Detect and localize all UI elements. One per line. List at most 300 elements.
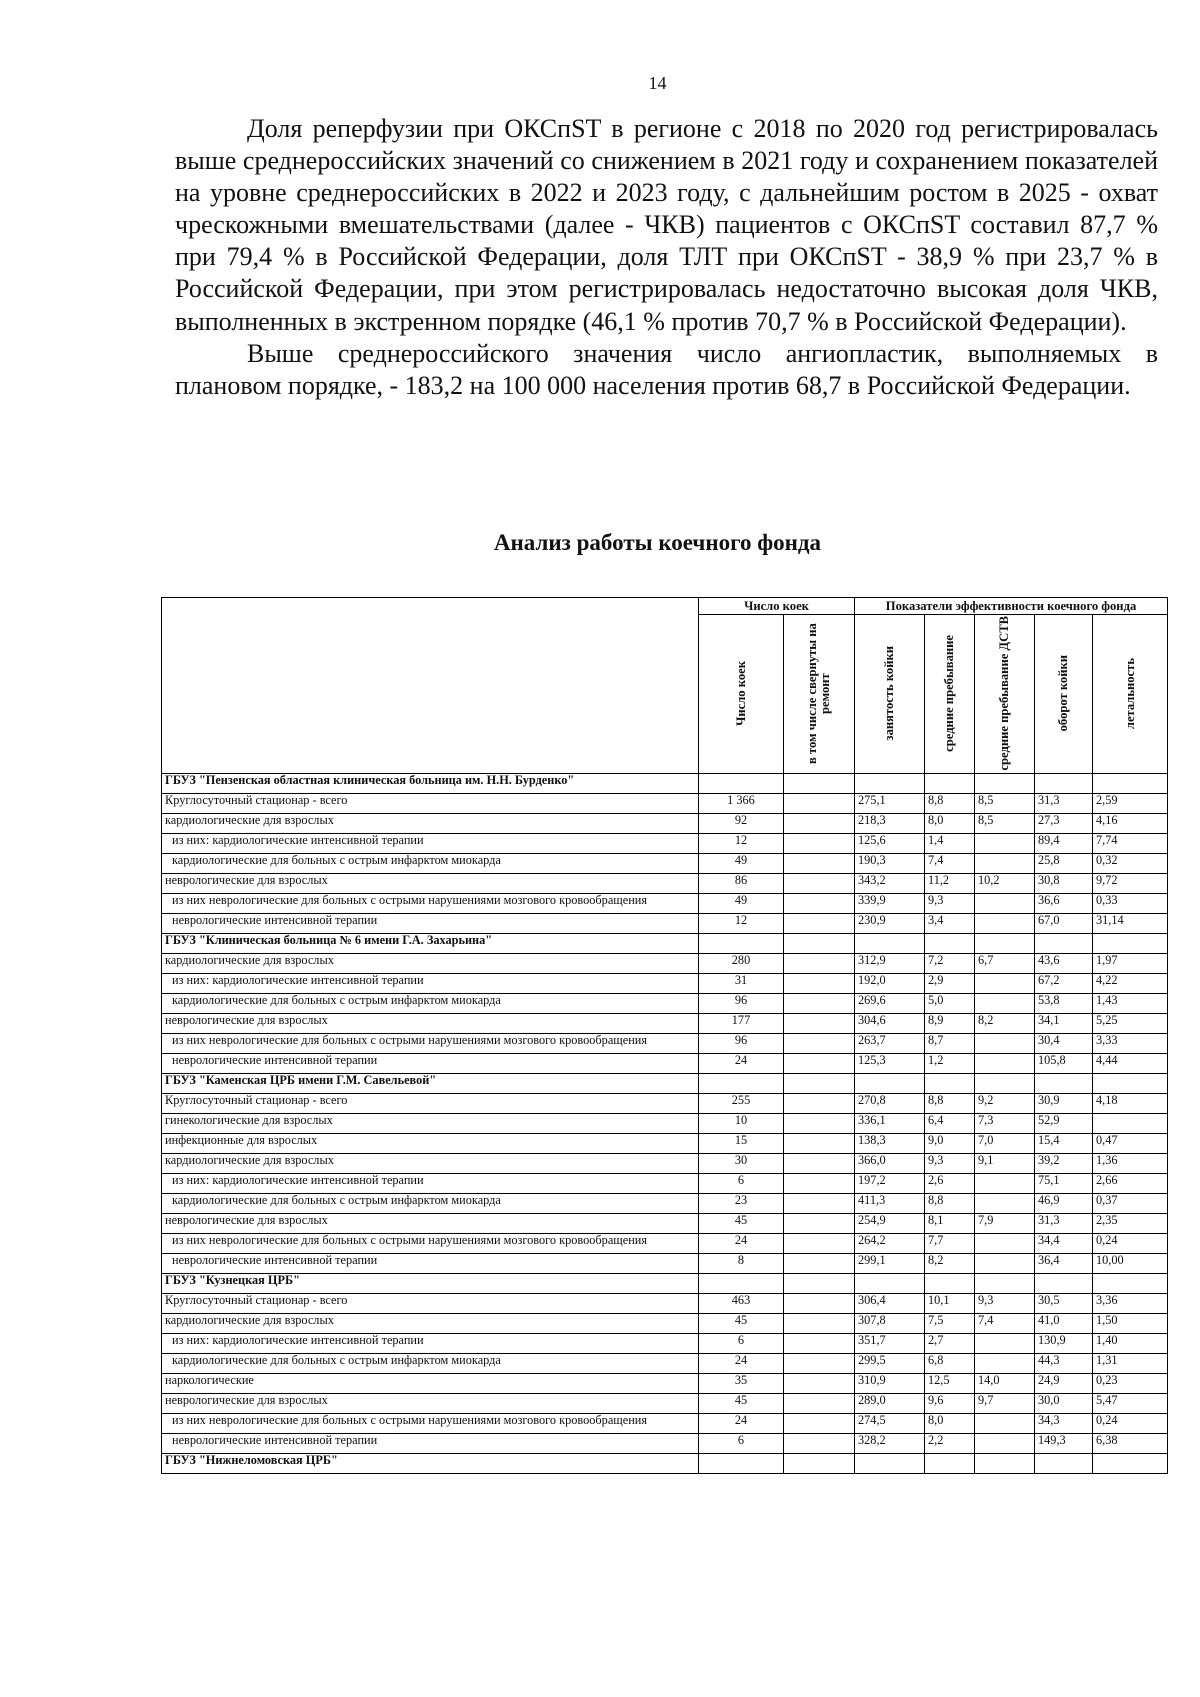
mortality-cell: 10,00 <box>1093 1253 1168 1273</box>
beds-cell: 8 <box>699 1253 784 1273</box>
organization-row <box>162 1073 1168 1093</box>
avg-stay-cell: 8,0 <box>925 813 975 833</box>
avg-stay-dstv-cell <box>975 853 1035 873</box>
col-header-occupancy: занятость койки <box>855 614 925 773</box>
repair-cell <box>784 813 855 833</box>
row-label: кардиологические для больных с острым инфарктом миокарда <box>162 853 699 873</box>
avg-stay-cell: 8,9 <box>925 1013 975 1033</box>
avg-stay-cell: 7,2 <box>925 953 975 973</box>
row-label: кардиологические для больных с острым инфарктом миокарда <box>162 1193 699 1213</box>
beds-cell: 86 <box>699 873 784 893</box>
occupancy-cell: 306,4 <box>855 1293 925 1313</box>
col-header-turnover: оборот койки <box>1035 614 1093 773</box>
row-label: Круглосуточный стационар - всего <box>162 793 699 813</box>
beds-cell <box>699 773 784 793</box>
row-label: из них: кардиологические интенсивной терапии <box>162 973 699 993</box>
beds-cell: 23 <box>699 1193 784 1213</box>
avg-stay-cell: 9,3 <box>925 893 975 913</box>
repair-cell <box>784 1393 855 1413</box>
mortality-cell: 1,97 <box>1093 953 1168 973</box>
mortality-cell <box>1093 1453 1168 1473</box>
repair-cell <box>784 1293 855 1313</box>
avg-stay-cell: 12,5 <box>925 1373 975 1393</box>
occupancy-cell: 312,9 <box>855 953 925 973</box>
organization-row <box>162 1453 1168 1473</box>
avg-stay-dstv-cell: 9,7 <box>975 1393 1035 1413</box>
mortality-cell: 2,59 <box>1093 793 1168 813</box>
turnover-cell: 67,0 <box>1035 913 1093 933</box>
avg-stay-cell: 1,2 <box>925 1053 975 1073</box>
occupancy-cell: 263,7 <box>855 1033 925 1053</box>
table-row <box>162 993 1168 1013</box>
mortality-cell: 4,18 <box>1093 1093 1168 1113</box>
bed-fund-table <box>161 597 1168 1474</box>
row-label: Круглосуточный стационар - всего <box>162 1293 699 1313</box>
turnover-cell: 31,3 <box>1035 793 1093 813</box>
avg-stay-dstv-cell <box>975 893 1035 913</box>
row-label: кардиологические для больных с острым инфарктом миокарда <box>162 1353 699 1373</box>
avg-stay-dstv-cell: 9,2 <box>975 1093 1035 1113</box>
avg-stay-dstv-cell: 7,0 <box>975 1133 1035 1153</box>
occupancy-cell <box>855 1073 925 1093</box>
row-label: из них неврологические для больных с острыми нарушениями мозгового кровообращения <box>162 1033 699 1053</box>
turnover-cell: 34,4 <box>1035 1233 1093 1253</box>
turnover-cell <box>1035 773 1093 793</box>
mortality-cell: 2,66 <box>1093 1173 1168 1193</box>
row-label: неврологические для взрослых <box>162 1393 699 1413</box>
occupancy-cell: 190,3 <box>855 853 925 873</box>
occupancy-cell: 254,9 <box>855 1213 925 1233</box>
table-row <box>162 1173 1168 1193</box>
repair-cell <box>784 873 855 893</box>
mortality-cell: 1,36 <box>1093 1153 1168 1173</box>
organization-row <box>162 1273 1168 1293</box>
occupancy-cell: 274,5 <box>855 1413 925 1433</box>
beds-cell: 35 <box>699 1373 784 1393</box>
body-text <box>175 113 1158 402</box>
mortality-cell <box>1093 773 1168 793</box>
table-row <box>162 1253 1168 1273</box>
turnover-cell: 34,3 <box>1035 1413 1093 1433</box>
table-row <box>162 1113 1168 1133</box>
avg-stay-dstv-cell: 8,5 <box>975 813 1035 833</box>
beds-cell: 463 <box>699 1293 784 1313</box>
beds-cell: 24 <box>699 1053 784 1073</box>
table-row <box>162 973 1168 993</box>
avg-stay-dstv-cell <box>975 1353 1035 1373</box>
avg-stay-dstv-cell <box>975 1053 1035 1073</box>
repair-cell <box>784 1013 855 1033</box>
repair-cell <box>784 993 855 1013</box>
row-label: кардиологические для больных с острым инфарктом миокарда <box>162 993 699 1013</box>
row-label: из них: кардиологические интенсивной терапии <box>162 1333 699 1353</box>
row-label: из них неврологические для больных с острыми нарушениями мозгового кровообращения <box>162 1233 699 1253</box>
avg-stay-cell: 2,6 <box>925 1173 975 1193</box>
mortality-cell: 0,32 <box>1093 853 1168 873</box>
occupancy-cell: 304,6 <box>855 1013 925 1033</box>
avg-stay-cell: 6,4 <box>925 1113 975 1133</box>
beds-cell: 6 <box>699 1333 784 1353</box>
occupancy-cell <box>855 933 925 953</box>
row-label: кардиологические для взрослых <box>162 1153 699 1173</box>
beds-cell: 24 <box>699 1353 784 1373</box>
mortality-cell: 1,43 <box>1093 993 1168 1013</box>
turnover-cell: 44,3 <box>1035 1353 1093 1373</box>
row-label: неврологические интенсивной терапии <box>162 913 699 933</box>
avg-stay-dstv-cell <box>975 833 1035 853</box>
table-row <box>162 873 1168 893</box>
table-row <box>162 1353 1168 1373</box>
avg-stay-dstv-cell <box>975 973 1035 993</box>
organization-row <box>162 933 1168 953</box>
col-header-avg-stay-dstv: средние пребывание ДСТВ <box>975 614 1035 773</box>
avg-stay-dstv-cell <box>975 1073 1035 1093</box>
mortality-cell: 0,24 <box>1093 1233 1168 1253</box>
organization-name: ГБУЗ "Клиническая больница № 6 имени Г.А. Захарьина" <box>162 933 699 953</box>
table-row <box>162 1433 1168 1453</box>
section-title: Анализ работы коечного фонда <box>493 530 822 555</box>
occupancy-cell: 218,3 <box>855 813 925 833</box>
mortality-cell: 4,44 <box>1093 1053 1168 1073</box>
beds-cell: 15 <box>699 1133 784 1153</box>
table-row <box>162 1313 1168 1333</box>
row-label: из них неврологические для больных с острыми нарушениями мозгового кровообращения <box>162 1413 699 1433</box>
occupancy-cell: 307,8 <box>855 1313 925 1333</box>
mortality-cell: 3,36 <box>1093 1293 1168 1313</box>
avg-stay-cell: 6,8 <box>925 1353 975 1373</box>
col-header-beds: Число коек <box>699 614 784 773</box>
turnover-cell: 89,4 <box>1035 833 1093 853</box>
header-group-efficiency: Показатели эффективности коечного фонда <box>855 598 1168 615</box>
col-header-mortality: летальность <box>1093 614 1168 773</box>
avg-stay-dstv-cell: 14,0 <box>975 1373 1035 1393</box>
avg-stay-cell <box>925 1073 975 1093</box>
beds-cell: 12 <box>699 833 784 853</box>
avg-stay-dstv-cell: 7,9 <box>975 1213 1035 1233</box>
row-label: Круглосуточный стационар - всего <box>162 1093 699 1113</box>
turnover-cell: 30,5 <box>1035 1293 1093 1313</box>
turnover-cell: 34,1 <box>1035 1013 1093 1033</box>
table-row <box>162 853 1168 873</box>
mortality-cell: 2,35 <box>1093 1213 1168 1233</box>
avg-stay-cell: 11,2 <box>925 873 975 893</box>
mortality-cell: 0,33 <box>1093 893 1168 913</box>
row-label: кардиологические для взрослых <box>162 1313 699 1333</box>
repair-cell <box>784 1213 855 1233</box>
occupancy-cell: 339,9 <box>855 893 925 913</box>
avg-stay-cell <box>925 933 975 953</box>
occupancy-cell <box>855 773 925 793</box>
beds-cell: 45 <box>699 1213 784 1233</box>
turnover-cell: 36,6 <box>1035 893 1093 913</box>
header-group-beds: Число коек <box>699 598 855 615</box>
occupancy-cell: 138,3 <box>855 1133 925 1153</box>
avg-stay-cell: 9,6 <box>925 1393 975 1413</box>
occupancy-cell: 230,9 <box>855 913 925 933</box>
occupancy-cell: 310,9 <box>855 1373 925 1393</box>
mortality-cell <box>1093 933 1168 953</box>
row-label: из них: кардиологические интенсивной терапии <box>162 1173 699 1193</box>
mortality-cell: 4,16 <box>1093 813 1168 833</box>
organization-row <box>162 773 1168 793</box>
turnover-cell <box>1035 1073 1093 1093</box>
row-label: наркологические <box>162 1373 699 1393</box>
beds-cell <box>699 1073 784 1093</box>
avg-stay-dstv-cell: 8,2 <box>975 1013 1035 1033</box>
repair-cell <box>784 1433 855 1453</box>
table-row <box>162 813 1168 833</box>
organization-name: ГБУЗ "Кузнецкая ЦРБ" <box>162 1273 699 1293</box>
turnover-cell: 149,3 <box>1035 1433 1093 1453</box>
repair-cell <box>784 1253 855 1273</box>
mortality-cell: 1,40 <box>1093 1333 1168 1353</box>
row-label: из них неврологические для больных с острыми нарушениями мозгового кровообращения <box>162 893 699 913</box>
occupancy-cell: 197,2 <box>855 1173 925 1193</box>
repair-cell <box>784 1273 855 1293</box>
row-label: неврологические для взрослых <box>162 873 699 893</box>
avg-stay-cell: 8,8 <box>925 793 975 813</box>
turnover-cell: 53,8 <box>1035 993 1093 1013</box>
beds-cell <box>699 1273 784 1293</box>
repair-cell <box>784 1153 855 1173</box>
occupancy-cell: 299,5 <box>855 1353 925 1373</box>
turnover-cell <box>1035 933 1093 953</box>
mortality-cell: 0,24 <box>1093 1413 1168 1433</box>
row-label: неврологические для взрослых <box>162 1213 699 1233</box>
paragraph-angioplasty: Выше среднероссийского значения число ангиопластик, выполняемых в плановом порядке, - 183,2 на 100 000 населения против 68,7 в Российской Федерации. <box>175 338 1158 400</box>
turnover-cell: 31,3 <box>1035 1213 1093 1233</box>
turnover-cell: 39,2 <box>1035 1153 1093 1173</box>
repair-cell <box>784 953 855 973</box>
table-row <box>162 1133 1168 1153</box>
beds-cell: 1 366 <box>699 793 784 813</box>
organization-name: ГБУЗ "Каменская ЦРБ имени Г.М. Савельевой" <box>162 1073 699 1093</box>
avg-stay-dstv-cell <box>975 913 1035 933</box>
table-row <box>162 953 1168 973</box>
paragraph-reperfusion: Доля реперфузии при ОКСпST в регионе с 2018 по 2020 год регистрировалась выше среднероссийских значений со снижением в 2021 году и сохранением показателей на уровне среднероссийских в 2022 и 2023 году, с дальнейшим ростом в 2025 - охват чрескожными вмешательствами (далее - ЧКВ) пациентов с ОКСпST составил 87,7 % при 79,4 % в Российской Федерации, доля ТЛТ при ОКСпST - 38,9 % при 23,7 % в Российской Федерации, при этом регистрировалась недостаточно высокая доля ЧКВ, выполненных в экстренном порядке (46,1 % против 70,7 % в Российской Федерации). <box>175 114 1158 336</box>
table-row <box>162 1213 1168 1233</box>
avg-stay-cell <box>925 1273 975 1293</box>
occupancy-cell: 192,0 <box>855 973 925 993</box>
turnover-cell: 27,3 <box>1035 813 1093 833</box>
repair-cell <box>784 893 855 913</box>
avg-stay-dstv-cell <box>975 1413 1035 1433</box>
repair-cell <box>784 773 855 793</box>
turnover-cell: 67,2 <box>1035 973 1093 993</box>
turnover-cell: 52,9 <box>1035 1113 1093 1133</box>
turnover-cell: 43,6 <box>1035 953 1093 973</box>
table-body <box>162 773 1168 1473</box>
table-row <box>162 1233 1168 1253</box>
mortality-cell: 1,31 <box>1093 1353 1168 1373</box>
repair-cell <box>784 933 855 953</box>
turnover-cell: 24,9 <box>1035 1373 1093 1393</box>
occupancy-cell <box>855 1273 925 1293</box>
repair-cell <box>784 1093 855 1113</box>
table-row <box>162 1293 1168 1313</box>
beds-cell: 96 <box>699 993 784 1013</box>
avg-stay-dstv-cell <box>975 933 1035 953</box>
repair-cell <box>784 1133 855 1153</box>
repair-cell <box>784 1313 855 1333</box>
avg-stay-dstv-cell: 6,7 <box>975 953 1035 973</box>
occupancy-cell: 270,8 <box>855 1093 925 1113</box>
beds-cell: 92 <box>699 813 784 833</box>
avg-stay-dstv-cell: 10,2 <box>975 873 1035 893</box>
avg-stay-cell: 8,2 <box>925 1253 975 1273</box>
occupancy-cell: 289,0 <box>855 1393 925 1413</box>
avg-stay-cell: 8,8 <box>925 1193 975 1213</box>
turnover-cell: 105,8 <box>1035 1053 1093 1073</box>
occupancy-cell <box>855 1453 925 1473</box>
table-row <box>162 1013 1168 1033</box>
avg-stay-cell: 10,1 <box>925 1293 975 1313</box>
mortality-cell: 0,47 <box>1093 1133 1168 1153</box>
row-label: неврологические для взрослых <box>162 1013 699 1033</box>
avg-stay-dstv-cell: 9,1 <box>975 1153 1035 1173</box>
turnover-cell <box>1035 1453 1093 1473</box>
avg-stay-cell <box>925 1453 975 1473</box>
avg-stay-cell: 7,4 <box>925 853 975 873</box>
mortality-cell <box>1093 1273 1168 1293</box>
beds-cell: 6 <box>699 1173 784 1193</box>
repair-cell <box>784 1373 855 1393</box>
beds-cell: 30 <box>699 1153 784 1173</box>
table-row <box>162 1033 1168 1053</box>
beds-cell: 12 <box>699 913 784 933</box>
avg-stay-dstv-cell: 9,3 <box>975 1293 1035 1313</box>
occupancy-cell: 351,7 <box>855 1333 925 1353</box>
avg-stay-dstv-cell <box>975 1273 1035 1293</box>
table-row <box>162 1413 1168 1433</box>
occupancy-cell: 336,1 <box>855 1113 925 1133</box>
row-label: кардиологические для взрослых <box>162 813 699 833</box>
table-row <box>162 1153 1168 1173</box>
occupancy-cell: 411,3 <box>855 1193 925 1213</box>
avg-stay-cell: 2,7 <box>925 1333 975 1353</box>
col-header-avg-stay: средние пребывание <box>925 614 975 773</box>
table-row <box>162 1053 1168 1073</box>
avg-stay-dstv-cell <box>975 1433 1035 1453</box>
repair-cell <box>784 1193 855 1213</box>
occupancy-cell: 269,6 <box>855 993 925 1013</box>
repair-cell <box>784 793 855 813</box>
avg-stay-cell: 8,1 <box>925 1213 975 1233</box>
table-row <box>162 893 1168 913</box>
avg-stay-cell: 8,0 <box>925 1413 975 1433</box>
mortality-cell: 6,38 <box>1093 1433 1168 1453</box>
organization-name: ГБУЗ "Пензенская областная клиническая больница им. Н.Н. Бурденко" <box>162 773 699 793</box>
repair-cell <box>784 1053 855 1073</box>
mortality-cell: 5,47 <box>1093 1393 1168 1413</box>
row-label: неврологические интенсивной терапии <box>162 1253 699 1273</box>
table-row <box>162 793 1168 813</box>
mortality-cell: 0,37 <box>1093 1193 1168 1213</box>
beds-cell <box>699 933 784 953</box>
avg-stay-cell: 9,3 <box>925 1153 975 1173</box>
table-row <box>162 1393 1168 1413</box>
beds-cell: 96 <box>699 1033 784 1053</box>
repair-cell <box>784 1033 855 1053</box>
row-label: кардиологические для взрослых <box>162 953 699 973</box>
avg-stay-dstv-cell <box>975 993 1035 1013</box>
turnover-cell: 36,4 <box>1035 1253 1093 1273</box>
mortality-cell: 1,50 <box>1093 1313 1168 1333</box>
avg-stay-cell: 2,9 <box>925 973 975 993</box>
turnover-cell: 46,9 <box>1035 1193 1093 1213</box>
table-row <box>162 1373 1168 1393</box>
occupancy-cell: 275,1 <box>855 793 925 813</box>
beds-cell: 49 <box>699 853 784 873</box>
occupancy-cell: 366,0 <box>855 1153 925 1173</box>
repair-cell <box>784 1073 855 1093</box>
occupancy-cell: 264,2 <box>855 1233 925 1253</box>
avg-stay-dstv-cell <box>975 1173 1035 1193</box>
repair-cell <box>784 833 855 853</box>
avg-stay-dstv-cell <box>975 1453 1035 1473</box>
repair-cell <box>784 1413 855 1433</box>
avg-stay-dstv-cell <box>975 1253 1035 1273</box>
repair-cell <box>784 1233 855 1253</box>
table-row <box>162 1193 1168 1213</box>
avg-stay-cell: 5,0 <box>925 993 975 1013</box>
mortality-cell: 31,14 <box>1093 913 1168 933</box>
mortality-cell: 4,22 <box>1093 973 1168 993</box>
beds-cell: 24 <box>699 1413 784 1433</box>
occupancy-cell: 125,3 <box>855 1053 925 1073</box>
row-label: инфекционные для взрослых <box>162 1133 699 1153</box>
turnover-cell: 15,4 <box>1035 1133 1093 1153</box>
repair-cell <box>784 1173 855 1193</box>
avg-stay-dstv-cell <box>975 1233 1035 1253</box>
turnover-cell <box>1035 1273 1093 1293</box>
avg-stay-dstv-cell <box>975 1333 1035 1353</box>
mortality-cell <box>1093 1113 1168 1133</box>
mortality-cell <box>1093 1073 1168 1093</box>
avg-stay-cell: 9,0 <box>925 1133 975 1153</box>
occupancy-cell: 125,6 <box>855 833 925 853</box>
col-header-repair: в том числе свернуты на ремонт <box>784 614 855 773</box>
beds-cell: 10 <box>699 1113 784 1133</box>
repair-cell <box>784 1353 855 1373</box>
turnover-cell: 30,8 <box>1035 873 1093 893</box>
table-row <box>162 833 1168 853</box>
avg-stay-cell: 7,5 <box>925 1313 975 1333</box>
beds-cell: 45 <box>699 1393 784 1413</box>
beds-cell <box>699 1453 784 1473</box>
turnover-cell: 130,9 <box>1035 1333 1093 1353</box>
mortality-cell: 7,74 <box>1093 833 1168 853</box>
header-blank-cell <box>162 598 699 774</box>
avg-stay-cell <box>925 773 975 793</box>
row-label: гинекологические для взрослых <box>162 1113 699 1133</box>
avg-stay-dstv-cell: 7,3 <box>975 1113 1035 1133</box>
avg-stay-dstv-cell: 8,5 <box>975 793 1035 813</box>
repair-cell <box>784 913 855 933</box>
row-label: из них: кардиологические интенсивной терапии <box>162 833 699 853</box>
avg-stay-cell: 1,4 <box>925 833 975 853</box>
turnover-cell: 30,0 <box>1035 1393 1093 1413</box>
avg-stay-dstv-cell <box>975 1193 1035 1213</box>
beds-cell: 45 <box>699 1313 784 1333</box>
avg-stay-cell: 3,4 <box>925 913 975 933</box>
table-row <box>162 913 1168 933</box>
beds-cell: 24 <box>699 1233 784 1253</box>
turnover-cell: 75,1 <box>1035 1173 1093 1193</box>
turnover-cell: 30,9 <box>1035 1093 1093 1113</box>
avg-stay-cell: 8,7 <box>925 1033 975 1053</box>
avg-stay-cell: 2,2 <box>925 1433 975 1453</box>
